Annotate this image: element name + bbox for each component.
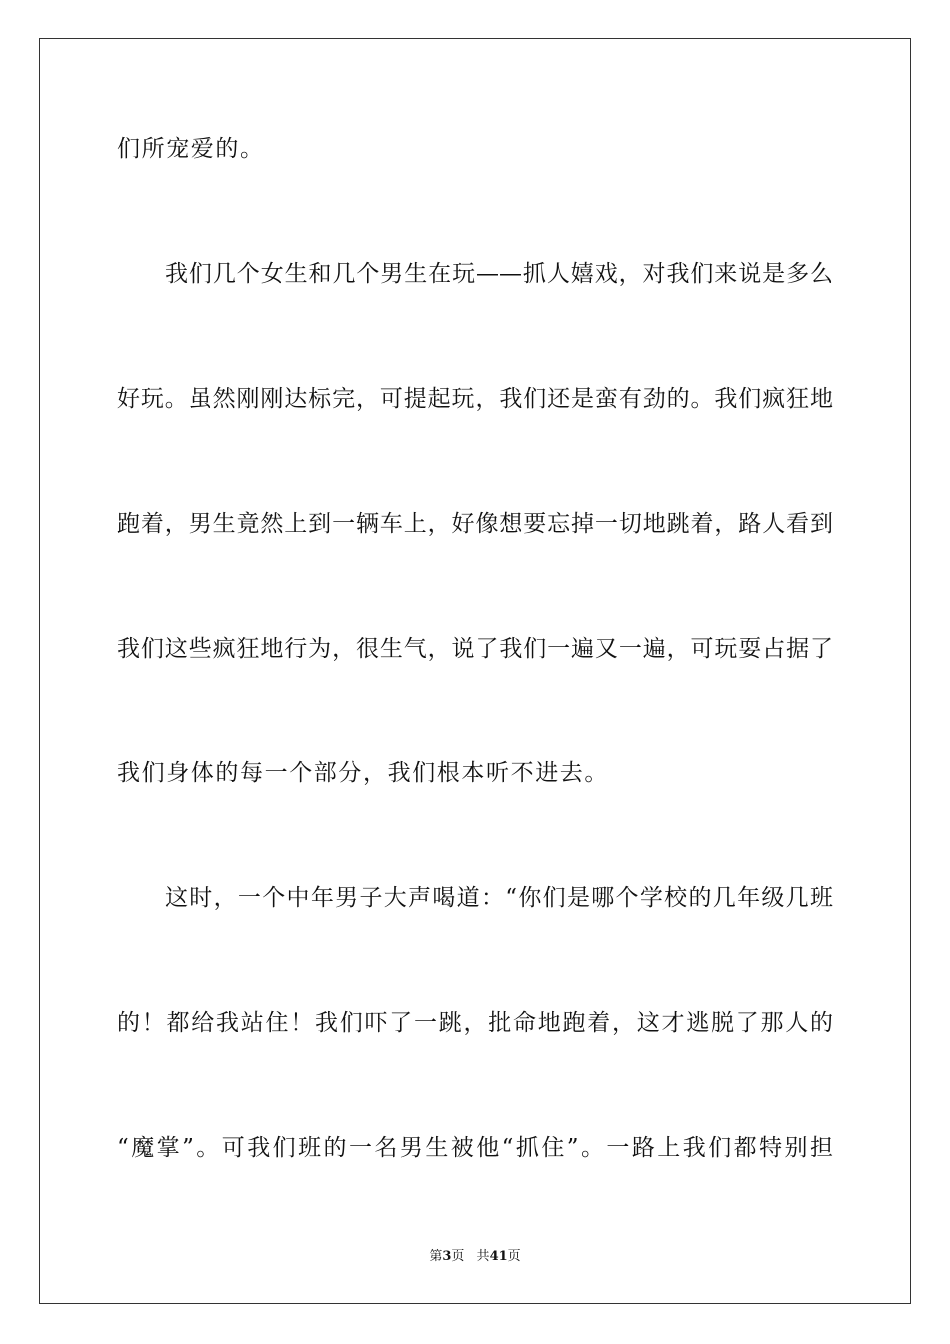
text-line-1: 们所宠爱的。 — [117, 136, 265, 162]
total-indicator — [477, 1249, 521, 1264]
text-line-8: 的！都给我站住！我们吓了一跳，批命地跑着，这才逃脱了那人的 — [117, 1010, 833, 1036]
text-line-7: 这时，一个中年男子大声喝道：“你们是哪个学校的几年级几班 — [165, 885, 833, 911]
page-suffix: 页 — [451, 1249, 465, 1264]
page-number: 3 — [442, 1249, 452, 1264]
total-pages: 41 — [489, 1249, 508, 1264]
text-line-6: 我们身体的每一个部分，我们根本听不进去。 — [117, 760, 609, 786]
total-prefix: 共 — [476, 1249, 490, 1264]
page-border — [39, 38, 911, 1304]
text-line-5: 我们这些疯狂地行为，很生气，说了我们一遍又一遍，可玩耍占据了 — [117, 636, 833, 662]
total-suffix: 页 — [507, 1249, 521, 1264]
page-prefix: 第 — [429, 1249, 443, 1264]
text-line-3: 好玩。虽然刚刚达标完，可提起玩，我们还是蛮有劲的。我们疯狂地 — [117, 386, 833, 412]
page-indicator — [429, 1249, 464, 1264]
text-line-9: “魔掌”。可我们班的一名男生被他“抓住”。一路上我们都特别担 — [117, 1135, 833, 1161]
page-footer — [0, 1248, 950, 1266]
text-line-2: 我们几个女生和几个男生在玩——抓人嬉戏，对我们来说是多么 — [165, 261, 833, 287]
text-line-4: 跑着，男生竟然上到一辆车上，好像想要忘掉一切地跳着，路人看到 — [117, 511, 833, 537]
